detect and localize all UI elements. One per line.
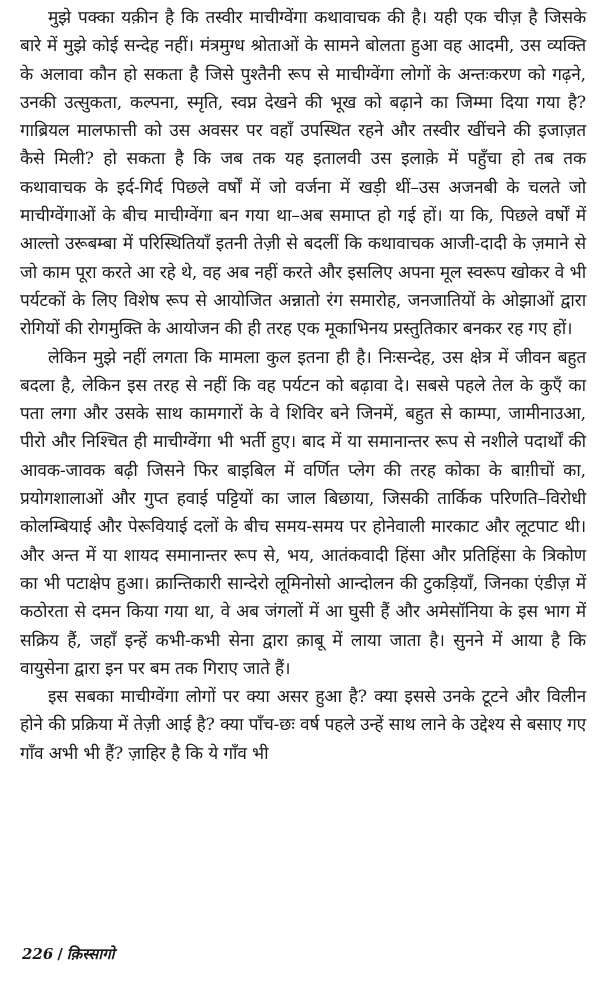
paragraph-1: मुझे पक्का यक़ीन है कि तस्वीर माचीग्वेंगा कथावाचक की है। यही एक चीज़ है जिसके बारे में मुझे कोई सन्देह नहीं। मंत्रमुग्ध श्रोताओं के सामने बोलता हुआ वह आदमी, उस व्यक्ति के अलावा कौन हो सकता है जिसे पुश्तैनी रूप से माचीग्वेंगा लोगों के अन्तःकरण को गढ़ने, उनकी उत्सुकता, कल्पना, स्मृति, स्वप्न देखने की भूख को बढ़ाने का जिम्मा दिया गया है? गाब्रियल मालफात्ती को उस अवसर पर वहाँ उपस्थित रहने और तस्वीर खींचने की इजाज़त कैसे मिली? हो सकता है कि जब तक यह इतालवी उस इलाक़े में पहुँचा हो तब तक कथावाचक के इर्द-गिर्द पिछले वर्षों में जो वर्जना में खड़ी थीं–उस अजनबी के चलते जो माचीग्वेंगाओं के बीच माचीग्वेंगा बन गया था–अब समाप्त हो गई हों। या कि, पिछले वर्षों में आल्तो उरूबम्बा में परिस्थितियाँ इतनी तेज़ी से बदलीं कि कथावाचक आजी-दादी के ज़माने से जो काम पूरा करते आ रहे थे, वह अब नहीं करते और इसलिए अपना मूल स्वरूप खोकर वे भी पर्यटकों के लिए विशेष रूप से आयोजित अन्नातो रंग समारोह, जनजातियों के ओझाओं द्वारा रोगियों की रोगमुक्ति के आयोजन की ही तरह एक मूकाभिनय प्रस्तुतिकार बनकर रह गए हों। xyxy=(20,8,586,340)
paragraph-3: इस सबका माचीग्वेंगा लोगों पर क्या असर हुआ है? क्या इससे उनके टूटने और विलीन होने की प्रक्रिया में तेज़ी आई है? क्या पाँच-छः वर्ष पहले उन्हें साथ लाने के उद्देश्य से बसाए गए गाँव अभी भी हैं? ज़ाहिर है कि ये गाँव भी xyxy=(20,687,586,764)
body-text xyxy=(20,4,586,768)
book-title: क़िस्सागो xyxy=(66,945,115,963)
page-footer xyxy=(22,944,115,964)
footer-separator: / xyxy=(57,945,63,963)
paragraph-2: लेकिन मुझे नहीं लगता कि मामला कुल इतना ही है। निःसन्देह, उस क्षेत्र में जीवन बहुत बदला है, लेकिन इस तरह से नहीं कि वह पर्यटन को बढ़ावा दे। सबसे पहले तेल के कुएँ का पता लगा और उसके साथ कामगारों के वे शिविर बने जिनमें, बहुत से काम्पा, जामीनाउआ, पीरो और निश्चित ही माचीग्वेंगा भी भर्ती हुए। बाद में या समानान्तर रूप से नशीले पदार्थों की आवक-जावक बढ़ी जिसने फिर बाइबिल में वर्णित प्लेग की तरह कोका के बाग़ीचों का, प्रयोगशालाओं और गुप्त हवाई पट्टियों का जाल बिछाया, जिसकी तार्किक परिणति–विरोधी कोलम्बियाई और पेरूवियाई दलों के बीच समय-समय पर होनेवाली मारकाट और लूटपाट थी। और अन्त में या शायद समानान्तर रूप से, भय, आतंकवादी हिंसा और प्रतिहिंसा के त्रिकोण का भी पटाक्षेप हुआ। क्रान्तिकारी सान्देरो लूमिनोसो आन्दोलन की टुकड़ियाँ, जिनका एंडीज़ में कठोरता से दमन किया गया था, वे अब जंगलों में आ घुसी हैं और अमेसॉनिया के इस भाग में सक्रिय हैं, जहाँ इन्हें कभी-कभी सेना द्वारा क़ाबू में लाया जाता है। सुनने में आया है कि वायुसेना द्वारा इन पर बम तक गिराए जाते हैं। xyxy=(20,347,586,679)
page-number: 226 xyxy=(22,945,54,963)
